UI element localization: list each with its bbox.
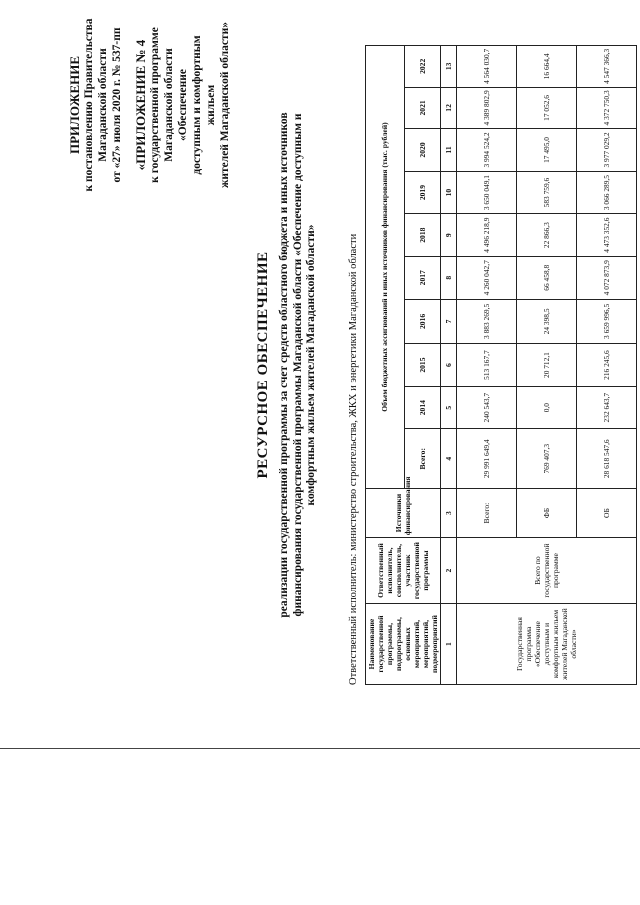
column-number: 6 xyxy=(441,344,457,387)
value-cell: 4 564 030,7 xyxy=(457,46,517,88)
value-cell: 29 991 649,4 xyxy=(457,429,517,489)
appendix4-line-3: доступным и комфортным жильем xyxy=(191,35,217,175)
value-cell: 232 643,7 xyxy=(577,386,637,429)
responsible-executor: Ответственный исполнитель: министерство строительства, ЖКХ и энергетики Магаданской области xyxy=(348,233,359,685)
year-header: 2022 xyxy=(404,46,440,88)
page-edge-line xyxy=(0,748,640,749)
appendix-line-1: к постановлению Правительства xyxy=(83,18,95,192)
value-cell: 17 495,0 xyxy=(517,129,577,172)
value-cell: 4 496 218,9 xyxy=(457,214,517,257)
year-header: 2016 xyxy=(404,299,440,344)
year-header: 2020 xyxy=(404,129,440,172)
title-main: РЕСУРСНОЕ ОБЕСПЕЧЕНИЕ xyxy=(255,251,271,479)
value-cell: 4 072 873,9 xyxy=(577,256,637,299)
title-line-2: финансирования государственной программы Магаданской области «Обеспечение доступным и xyxy=(291,113,304,617)
appendix-header xyxy=(68,15,232,195)
value-cell: 3 659 996,5 xyxy=(577,299,637,344)
column-number: 5 xyxy=(441,386,457,429)
column-number-row xyxy=(441,46,457,685)
document-title xyxy=(255,15,319,715)
title-line-1: реализации государственной программы за счет средств областного бюджета и иных источников xyxy=(278,112,290,618)
appendix-line-2: Магаданской области xyxy=(97,48,109,162)
value-cell: 17 052,6 xyxy=(517,87,577,129)
column-number: 13 xyxy=(441,46,457,88)
column-number: 4 xyxy=(441,429,457,489)
appendix-line-3: от «27» июля 2020 г. № 537-пп xyxy=(111,27,123,183)
appendix4-line-4: жителей Магаданской области» xyxy=(219,22,231,188)
column-number: 3 xyxy=(441,489,457,538)
value-cell: 769 407,3 xyxy=(517,429,577,489)
value-cell: 4 372 750,3 xyxy=(577,87,637,129)
value-cell: 66 458,8 xyxy=(517,256,577,299)
resource-table xyxy=(365,45,637,685)
value-cell: 4 260 042,7 xyxy=(457,256,517,299)
value-cell: 22 866,3 xyxy=(517,214,577,257)
value-cell: 24 398,5 xyxy=(517,299,577,344)
appendix4-title: «ПРИЛОЖЕНИЕ № 4 xyxy=(133,39,148,171)
column-number: 11 xyxy=(441,129,457,172)
value-cell: 3 994 524,2 xyxy=(457,129,517,172)
value-cell: 513 167,7 xyxy=(457,344,517,387)
program-name-cell: Государственная программа «Обеспечение доступным и комфортным жильем жителей Магаданской области» xyxy=(457,604,637,685)
value-cell: 583 759,6 xyxy=(517,171,577,214)
appendix-title: ПРИЛОЖЕНИЕ xyxy=(67,55,82,155)
value-cell: 0,0 xyxy=(517,386,577,429)
title-line-3: комфортным жильем жителей Магаданской области» xyxy=(305,224,317,506)
column-number: 2 xyxy=(441,538,457,604)
year-header: 2018 xyxy=(404,214,440,257)
column-number: 8 xyxy=(441,256,457,299)
value-cell: 4 547 366,3 xyxy=(577,46,637,88)
value-cell: 4 389 802,9 xyxy=(457,87,517,129)
value-cell: 28 618 547,6 xyxy=(577,429,637,489)
value-cell: 3 883 269,5 xyxy=(457,299,517,344)
value-cell: 4 473 352,6 xyxy=(577,214,637,257)
source-cell: ОБ xyxy=(577,489,637,538)
column-number: 10 xyxy=(441,171,457,214)
col-executor-header: Ответственный исполнитель, соисполнитель, участник государственной программы xyxy=(366,538,441,604)
value-cell: 3 977 029,2 xyxy=(577,129,637,172)
value-cell: 3 066 289,5 xyxy=(577,171,637,214)
value-cell: 216 245,6 xyxy=(577,344,637,387)
source-cell: Всего: xyxy=(457,489,517,538)
value-cell: 3 650 049,1 xyxy=(457,171,517,214)
col-source-header: Источники финансирования xyxy=(366,489,441,538)
value-cell: 240 543,7 xyxy=(457,386,517,429)
year-header: 2017 xyxy=(404,256,440,299)
column-number: 9 xyxy=(441,214,457,257)
program-executor-cell: Всего по государственной программе xyxy=(457,538,637,604)
appendix4-line-1: к государственной программе xyxy=(149,27,161,183)
source-cell: ФБ xyxy=(517,489,577,538)
year-header: 2014 xyxy=(404,386,440,429)
column-number: 1 xyxy=(441,604,457,685)
value-cell: 20 712,1 xyxy=(517,344,577,387)
year-header: 2019 xyxy=(404,171,440,214)
appendix4-line-2: Магаданской области «Обеспечение xyxy=(163,48,189,162)
year-header: 2015 xyxy=(404,344,440,387)
col-name-header: Наименование государственной программы, подпрограммы, основных мероприятий, мероприятий, подмероприятий xyxy=(366,604,441,685)
column-number: 7 xyxy=(441,299,457,344)
col-total-header: Всего: xyxy=(404,429,440,489)
year-header: 2021 xyxy=(404,87,440,129)
col-volume-header: Объем бюджетных ассигнований и иных источников финансирования (тыс. рублей) xyxy=(366,46,405,489)
column-number: 12 xyxy=(441,87,457,129)
rotated-page xyxy=(20,15,620,715)
value-cell: 16 664,4 xyxy=(517,46,577,88)
table-row xyxy=(457,46,517,685)
